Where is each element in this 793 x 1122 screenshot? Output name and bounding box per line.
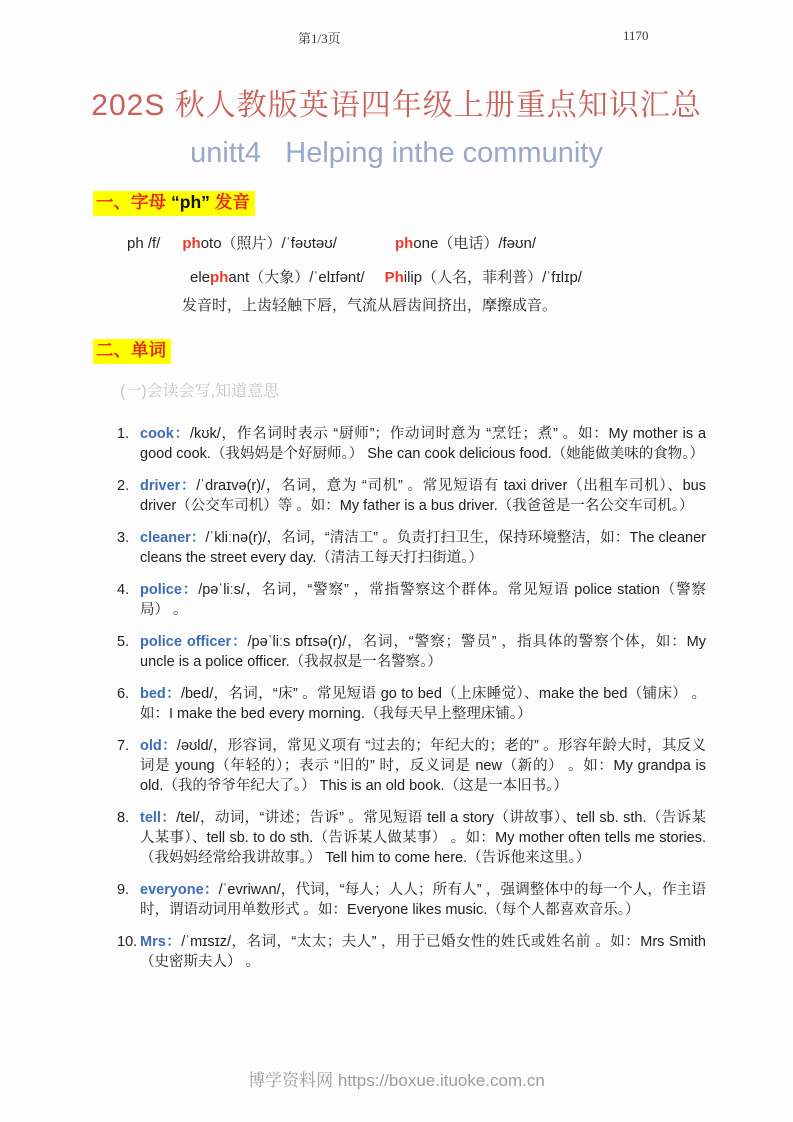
item-text — [140, 528, 706, 568]
item-description: /bed/，名词，“床” 。常见短语 go to bed（上床睡觉）、make the bed（铺床） 。如：I make the bed every morning.（我每天早上整理床铺。） — [140, 685, 706, 722]
item-text — [140, 808, 706, 868]
separator-colon: ： — [190, 529, 206, 546]
item-number: 10. — [117, 933, 138, 950]
list-item — [117, 736, 706, 796]
list-item — [117, 424, 706, 464]
ph-letters: Ph — [384, 268, 404, 286]
section-2-heading-label: 二、单词 — [96, 339, 166, 360]
item-description: /ˈkliːnə(r)/，名词，“清洁工” 。负责打扫卫生，保持环境整洁，如：The cleaner cleans the street every day.（清洁工每天打扫街道。） — [140, 529, 707, 566]
word-pre: ele — [190, 268, 211, 286]
vocab-word: bed — [140, 685, 166, 702]
item-text — [140, 476, 706, 516]
vocab-word: driver — [140, 477, 181, 494]
item-number: 9. — [117, 881, 130, 898]
word-rest: ant — [228, 268, 250, 286]
subsection-heading: (一)会读会写,知道意思 — [120, 382, 280, 400]
vocab-word: Mrs — [140, 933, 166, 950]
item-text — [140, 880, 706, 920]
separator-colon: ： — [165, 685, 181, 702]
list-item — [117, 580, 706, 620]
item-description: /ˈevriwʌn/，代词，“每人；人人；所有人” ，强调整体中的每一个人，作主语时，谓语动词用单数形式 。如：Everyone likes music.（每个人都喜欢音乐。） — [140, 881, 706, 918]
item-text — [140, 632, 706, 672]
separator-colon: ： — [160, 809, 177, 826]
section-1 — [93, 191, 793, 216]
item-number: 5. — [117, 633, 130, 650]
section-1-heading — [93, 191, 255, 216]
item-description: /tel/，动词，“讲述；告诉” 。常见短语 tell a story（讲故事）、tell sb. sth.（告诉某人某事）、tell sb. to do sth.（告诉某人做某事） 。如：My mother often tells me stories.（我妈妈经常给我讲故事。） Tell him to come here.（告诉他来这里。） — [140, 809, 707, 866]
section-1-heading-suffix: 发音 — [214, 192, 250, 212]
item-description: /əʊld/，形容词，常见义项有 “过去的；年纪大的；老的” 。形容年龄大时，其反义词是 young（年轻的）；表示 “旧的” 时，反义词是 new（新的） 。如：My grandpa is old.（我的爷爷年纪大了。） This is an old book.（这是一本旧书。） — [140, 737, 706, 794]
separator-colon: ： — [203, 881, 219, 898]
pronunciation-note: 发音时，上齿轻触下唇，气流从唇齿间挤出，摩擦成音。 — [182, 296, 558, 314]
vocab-word: old — [140, 737, 162, 754]
separator-colon: ： — [173, 425, 190, 442]
separator-colon: ： — [161, 737, 177, 754]
ph-letters: ph — [394, 234, 414, 252]
document-footer: 博学资料网 https://boxue.ituoke.com.cn — [248, 1071, 545, 1090]
list-item — [117, 684, 706, 724]
separator-colon: ： — [165, 933, 182, 950]
item-text — [140, 424, 706, 464]
list-item — [117, 808, 706, 868]
word-rest: oto — [200, 234, 222, 252]
separator-colon: ： — [180, 477, 197, 494]
phonics-word-philip — [385, 269, 582, 286]
word-list — [117, 424, 706, 972]
word-rest: ilip — [403, 268, 423, 286]
phonics-word-elephant — [190, 269, 365, 286]
list-item — [117, 476, 706, 516]
section-1-heading-prefix: 一、字母 — [96, 192, 166, 212]
item-description: /ˈmɪsɪz/，名词，“太太；夫人” ，用于已婚女性的姓氏或姓名前 。如：Mrs Smith（史密斯夫人） 。 — [140, 933, 707, 970]
unit-subtitle: unitt4 Helping inthe community — [190, 137, 603, 169]
ph-letters: ph — [210, 268, 229, 286]
vocab-word: police — [140, 581, 182, 598]
item-text — [140, 684, 706, 724]
word-note: （照片）/ˈfəʊtəʊ/ — [221, 234, 337, 252]
phonics-word-phone — [395, 235, 536, 252]
word-note: （大象）/ˈelɪfənt/ — [249, 268, 365, 286]
list-item — [117, 880, 706, 920]
separator-colon: ： — [181, 581, 199, 598]
item-number: 4. — [117, 581, 130, 598]
vocab-word: everyone — [140, 881, 204, 898]
item-description: /pəˈliːs ɒfɪsə(r)/，名词，“警察；警员” ，指具体的警察个体，如：My uncle is a police officer.（我叔叔是一名警察。） — [140, 633, 706, 670]
item-text — [140, 932, 706, 972]
item-number: 1. — [117, 425, 130, 442]
section-1-heading-ph: “ph” — [171, 192, 210, 212]
item-description: /ˈdraɪvə(r)/，名词，意为 “司机” 。常见短语有 taxi driver（出租车司机）、bus driver（公交车司机）等 。如：My father is a bus driver.（我爸爸是一名公交车司机。） — [140, 477, 706, 514]
word-note: （人名，菲利普）/ˈfɪlɪp/ — [422, 268, 582, 286]
list-item — [117, 528, 706, 568]
item-number: 3. — [117, 529, 130, 546]
phonics-line-1 — [127, 232, 793, 253]
vocab-word: cleaner — [140, 529, 191, 546]
section-2-heading — [93, 339, 171, 364]
item-number: 6. — [117, 685, 130, 702]
vocab-word: tell — [140, 809, 161, 826]
separator-colon: ： — [231, 633, 248, 650]
list-item — [117, 632, 706, 672]
item-text — [140, 736, 706, 796]
item-text — [140, 580, 706, 620]
vocab-word: cook — [140, 425, 174, 442]
item-description: /kʊk/，作名词时表示 “厨师”；作动词时意为 “烹饪；煮” 。如：My mother is a good cook.（我妈妈是个好厨师。） She can cook delicious food.（她能做美味的食物。） — [140, 425, 707, 462]
phonics-line-2 — [190, 266, 793, 287]
word-note: （电话）/fəʊn/ — [438, 234, 537, 252]
phonics-word-photo — [182, 235, 337, 252]
word-rest: one — [413, 234, 439, 252]
item-number: 7. — [117, 737, 130, 754]
document-header — [0, 28, 793, 48]
section-2 — [93, 339, 793, 364]
document-title: 202S 秋人教版英语四年级上册重点知识汇总 — [91, 89, 702, 122]
item-description: /pəˈliːs/，名词，“警察” ，常指警察这个群体。常见短语 police station（警察局） 。 — [140, 581, 707, 618]
ph-letters: ph — [182, 234, 201, 252]
item-number: 8. — [117, 809, 130, 826]
vocab-word: police officer — [140, 633, 232, 650]
doc-number: 1170 — [623, 28, 649, 43]
phonics-lead: ph /f/ — [127, 234, 161, 252]
item-number: 2. — [117, 477, 130, 494]
page-indicator: 第1/3页 — [298, 31, 341, 46]
list-item — [117, 932, 706, 972]
